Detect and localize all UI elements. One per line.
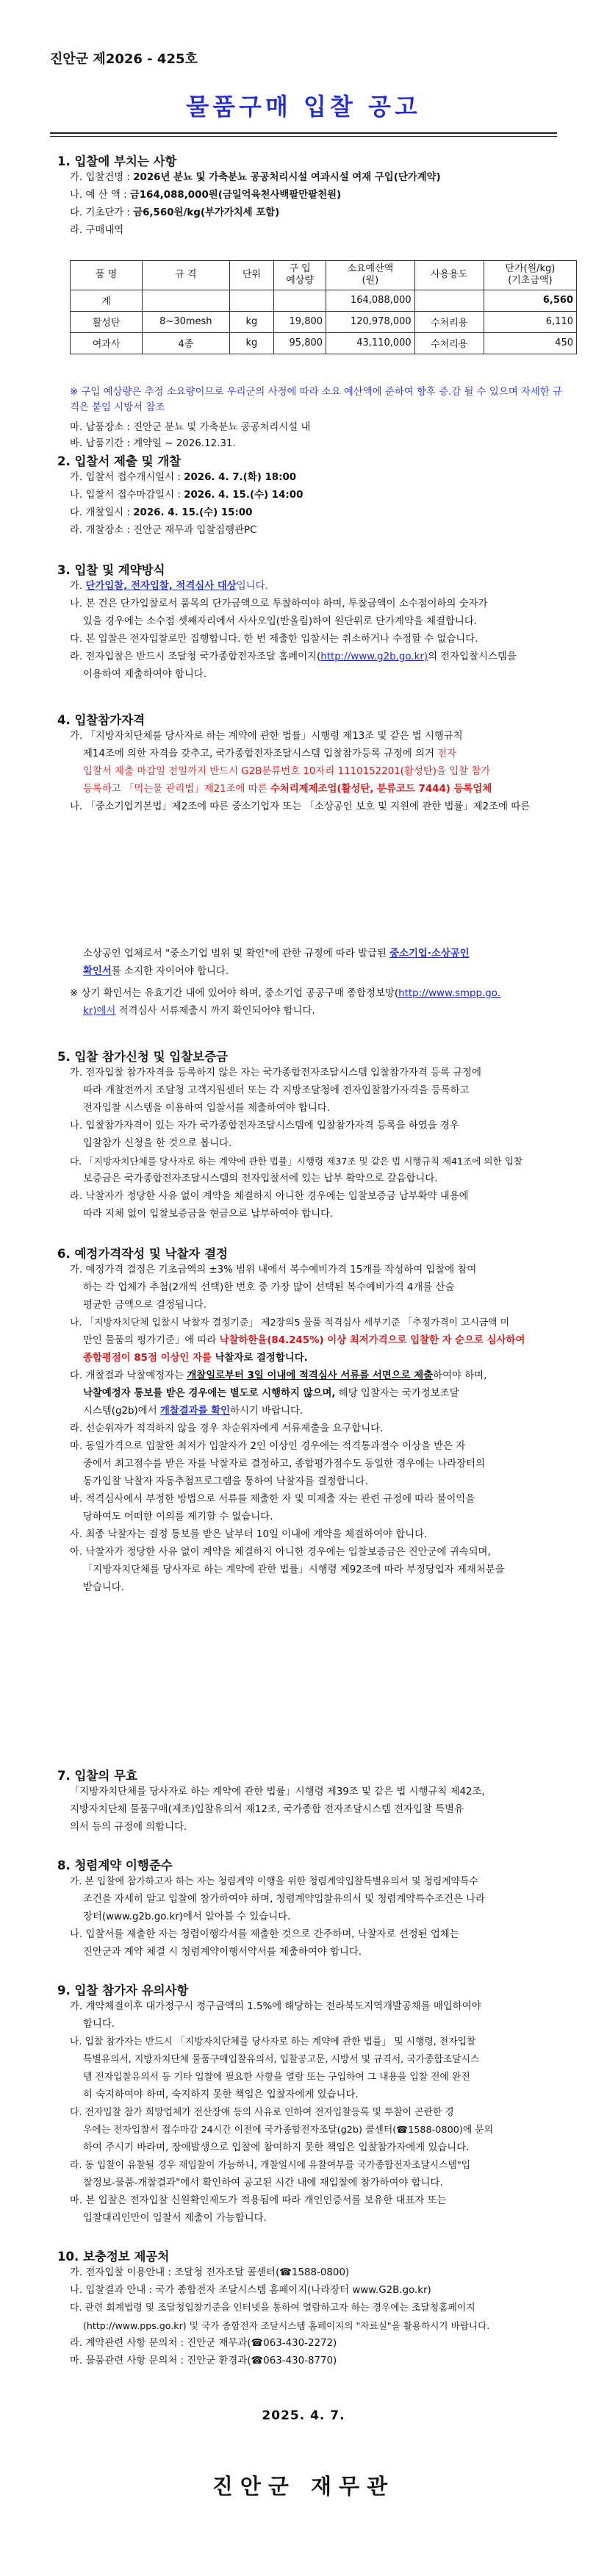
title-divider-thin bbox=[50, 136, 557, 137]
s6-item-c1: 다. 개찰결과 낙찰예정자는 개찰일로부터 3일 이내에 적격심사 서류를 서면으로 제출하여야 하며, bbox=[70, 1370, 487, 1381]
g2b-link[interactable]: http://www.g2b.go.kr) bbox=[320, 651, 428, 662]
table-header-row bbox=[71, 261, 577, 290]
s2-item-b: 나. 입찰서 접수마감일시 : 2026. 4. 15.(수) 14:00 bbox=[70, 490, 304, 501]
page-title: 물품구매 입찰 공고 bbox=[186, 93, 421, 121]
th-spec: 규 격 bbox=[143, 261, 230, 290]
s5-item-c1: 다. 「지방자치단체를 당사자로 하는 계약에 관한 법률」시행령 제37조 및 같은 법 시행규칙 제41조에 의한 입찰 bbox=[70, 1156, 523, 1167]
th-qty: 구 입 예상량 bbox=[274, 261, 326, 290]
s6-item-e2: 중에서 최고점수를 받은 자를 낙찰자로 결정하고, 종합평가점수도 동일한 경우에는 나라장터의 bbox=[83, 1459, 486, 1470]
s10-item-c1: 다. 관련 회계법령 및 조달청입찰기준을 인터넷을 통하여 열람하고자 하는 경우에는 조달청홈페이지 bbox=[70, 2303, 475, 2314]
s1-item-a: 가. 입찰건명 : 2026년 분뇨 및 가축분뇨 공공처리시설 여과시설 여재 구입(단가계약) bbox=[70, 172, 441, 183]
s4-item-b3: 확인서를 소지한 자이어야 합니다. bbox=[83, 966, 229, 977]
s8-item-a3: 장터(www.g2b.go.kr)에서 알아볼 수 있습니다. bbox=[83, 1911, 291, 1922]
section-5-title: 5. 입찰 참가신청 및 입찰보증금 bbox=[57, 1050, 228, 1064]
s6-item-e3: 동가입찰 낙찰자 자동추첨프로그램을 통하여 낙찰자를 결정합니다. bbox=[83, 1476, 368, 1487]
s8-item-a2: 조건을 자세히 알고 입찰에 참가하여야 하며, 청렴계약입찰유의서 및 청렴계약특수조건은 나라 bbox=[83, 1894, 486, 1905]
th-unit: 단위 bbox=[229, 261, 274, 290]
th-budget: 소요예산액 (원) bbox=[326, 261, 415, 290]
s6-item-g: 사. 최종 낙찰자는 결정 통보를 받은 날부터 10일 이내에 계약을 체결하여야 합니다. bbox=[70, 1529, 428, 1540]
table-total-row bbox=[71, 290, 577, 311]
s6-item-d: 라. 선순위자가 적격하지 않을 경우 차순위자에게 서류제출을 요구합니다. bbox=[70, 1423, 384, 1434]
s9-item-b3: 템 전자입찰유의서 등 기타 입찰에 필요한 사항을 열람 또는 구입하여 그 내용을 입찰 전에 완전 bbox=[83, 2072, 470, 2083]
s9-item-e2: 입찰대리인만이 입찰서 제출이 가능합니다. bbox=[83, 2213, 267, 2224]
s6-item-a3: 평균한 금액으로 결정됩니다. bbox=[83, 1300, 206, 1311]
section-6-title: 6. 예정가격작성 및 낙찰자 결정 bbox=[57, 1247, 228, 1261]
s4-item-a4: 등록하고 「먹는물 관리법」제21조에 따른 수처리제제조업(활성탄, 분류코드 7444) 등록업체 bbox=[83, 784, 492, 795]
s6-item-h3: 받습니다. bbox=[83, 1582, 124, 1593]
s6-item-h1: 아. 낙찰자가 정당한 사유 없이 계약을 체결하지 아니한 경우에는 입찰보증금은 진안군에 귀속되며, bbox=[70, 1547, 491, 1558]
total-unit-price: 6,560 bbox=[484, 290, 576, 311]
s9-item-d1: 라. 동 입찰이 유찰될 경우 재입찰이 가능하니, 개찰일시에 유찰여부를 국가종합전자조달시스템"입 bbox=[70, 2160, 471, 2171]
s4-item-a3: 입찰서 제출 마감일 전일까지 반드시 G2B분류번호 10자리 1110152201(활성탄)을 입찰 참가 bbox=[83, 766, 491, 777]
section-2-title: 2. 입찰서 제출 및 개찰 bbox=[57, 454, 182, 468]
s1-note: ※ 구입 예상량은 추정 소요량이므로 우리군의 사정에 따라 소요 예산액에 준하여 향후 증.감 될 수 있으며 자세한 규격은 붙임 시방서 참조 bbox=[70, 387, 562, 413]
s6-item-c3: 시스템(g2b)에서 개찰결과를 확인하시기 바랍니다. bbox=[83, 1406, 304, 1417]
s6-item-h2: 「지방자치단체를 당사자로 하는 계약에 관한 법률」시행령 제92조에 따라 부정당업자 제재처분을 bbox=[83, 1564, 505, 1575]
s10-item-a: 가. 전자입찰 이용안내 : 조달청 전자조달 콜센터(☎1588-0800) bbox=[70, 2267, 350, 2278]
s5-item-d1: 라. 낙찰자가 정당한 사유 없이 계약을 체결하지 아니한 경우에는 입찰보증금 납부확약 내용에 bbox=[70, 1191, 469, 1202]
total-label: 계 bbox=[71, 290, 143, 311]
s10-item-e: 마. 물품관련 사항 문의처 : 진안군 환경과(☎063-430-8770) bbox=[70, 2355, 337, 2366]
s6-item-e1: 마. 동일가격으로 입찰한 최저가 입찰자가 2인 이상인 경우에는 적격통과점수 이상을 받은 자 bbox=[70, 1441, 466, 1452]
notice-date: 2025. 4. 7. bbox=[262, 2408, 345, 2423]
s9-item-b2: 특별유의서, 지방자치단체 물품구매입찰유의서, 입찰공고문, 시방서 및 규격서, 국가종합조달시스 bbox=[83, 2054, 480, 2065]
s9-item-d2: 찰정보-물품-개찰결과"에서 확인하여 공고된 시간 내에 재입찰에 참가하여야 합니다. bbox=[83, 2178, 443, 2189]
s6-item-b1: 나. 「지방자치단체 입찰시 낙찰자 결정기준」 제2장의5 물품 적격심사 세부기준 「추정가격이 고시금액 미 bbox=[70, 1317, 509, 1328]
s3-item-d2: 이용하여 제출하여야 합니다. bbox=[83, 669, 206, 680]
s2-item-a: 가. 입찰서 접수개시일시 : 2026. 4. 7.(화) 18:00 bbox=[70, 472, 297, 483]
s6-item-b3: 종합평점이 85점 이상인 자를 낙찰자로 결정합니다. bbox=[83, 1353, 308, 1364]
th-price: 단가(원/kg) (기초금액) bbox=[484, 261, 576, 290]
signer: 진안군 재무관 bbox=[212, 2474, 395, 2499]
s8-item-a1: 가. 본 입찰에 참가하고자 하는 자는 청렴계약 이행을 위한 청렴계약입찰특별유의서 및 청렴계약특수 bbox=[70, 1876, 478, 1887]
s10-item-d: 라. 계약관련 사항 문의처 : 진안군 재무과(☎063-430-2272) bbox=[70, 2338, 337, 2349]
s5-item-a3: 전자입찰 시스템을 이용하여 입찰서를 제출하여야 합니다. bbox=[83, 1103, 330, 1114]
s8-item-b2: 진안군과 계약 체결 시 청렴계약이행서약서를 제출하여야 합니다. bbox=[83, 1947, 362, 1958]
s9-item-c3: 하여 주시기 바라며, 장애발생으로 입찰에 참여하지 못한 책임은 입찰참가자에게 있습니다. bbox=[83, 2142, 470, 2153]
total-budget: 164,088,000 bbox=[326, 290, 415, 311]
s6-item-b2: 만인 물품의 평가기준」에 따라 낙찰하한율(84.245%) 이상 최저가격으로 입찰한 자 순으로 심사하여 bbox=[83, 1335, 525, 1346]
s9-item-a1: 가. 계약체결이후 대가정구시 정구금액의 1.5%에 해당하는 전라북도지역개발공채를 매입하여야 bbox=[70, 2001, 481, 2012]
s1-item-f: 바. 납품기간 : 계약일 ~ 2026.12.31. bbox=[70, 438, 236, 449]
notice-number: 진안군 제2026 - 425호 bbox=[50, 51, 198, 67]
s3-item-b2: 있을 경우에는 소수점 셋째자리에서 사사오입(반올림)하여 원단위로 단가계약을 체결합니다. bbox=[83, 616, 478, 627]
smpp-link[interactable]: http://www.smpp.go. bbox=[398, 988, 500, 999]
s6-item-f1: 바. 적격심사에서 부정한 방법으로 서류를 제출한 자 및 미제출 자는 관련 규정에 따라 불이익을 bbox=[70, 1494, 475, 1505]
s1-item-d: 라. 구매내역 bbox=[70, 225, 124, 236]
s3-item-d1: 라. 전자입찰은 반드시 조달청 국가종합전자조달 홈페이지(http://www.g2b.go.kr)의 전자입찰시스템을 bbox=[70, 651, 517, 662]
s7-item-a3: 의서 등의 규정에 의합니다. bbox=[70, 1822, 187, 1833]
s5-item-c2: 보증금은 국가종합전자조달시스템의 전자입찰서에 있는 납부 확약으로 갈음합니다. bbox=[83, 1173, 438, 1184]
title-divider bbox=[50, 132, 557, 134]
table-row: 활성탄 8~30mesh kg 19,800 120,978,000 수처리용 6,110 bbox=[71, 311, 577, 332]
section-7-title: 7. 입찰의 무효 bbox=[57, 1769, 137, 1783]
s3-item-c: 다. 본 입찰은 전자입찰로만 집행합니다. 한 번 제출한 입찰서는 취소하거나 수정할 수 없습니다. bbox=[70, 634, 478, 645]
s5-item-a1: 가. 전자입찰 참가자격을 등록하지 않은 자는 국가종합전자조달시스템 입찰참가자격 등록 규정에 bbox=[70, 1067, 481, 1078]
s9-item-e1: 마. 본 입찰은 전자입찰 신원확인제도가 적용됨에 따라 개인인증서를 보유한 대표자 또는 bbox=[70, 2195, 447, 2206]
section-1-title: 1. 입찰에 부치는 사항 bbox=[57, 154, 177, 168]
s4-note1: ※ 상기 확인서는 유효기간 내에 있어야 하며, 중소기업 공공구매 종합정보망(http://www.smpp.go. bbox=[70, 988, 500, 999]
s10-item-b: 나. 입찰결과 안내 : 국가 종합전자 조달시스템 홈페이지(나라장터 www.G2B.go.kr) bbox=[70, 2285, 431, 2296]
section-3-title: 3. 입찰 및 계약방식 bbox=[57, 563, 165, 577]
section-9-title: 9. 입찰 참가자 유의사항 bbox=[57, 1983, 189, 1997]
s6-item-f2: 당하여도 어떠한 이의를 제기할 수 없습니다. bbox=[83, 1511, 273, 1523]
section-10-title: 10. 보충정보 제공처 bbox=[57, 2250, 170, 2264]
s10-item-c2: (http://www.pps.go.kr) 및 국가 종합전자 조달시스템 홈페이지의 "자료실"을 활용하시기 바랍니다. bbox=[83, 2320, 490, 2331]
s4-note2: kr)에서 적격심사 서류제출시 까지 확인되어야 합니다. bbox=[83, 1006, 315, 1017]
section-4-title: 4. 입찰참가자격 bbox=[57, 713, 146, 727]
s9-item-c1: 다. 전자입찰 참가 희망업체가 전산장애 등의 사유로 인하여 전자입찰등록 및 투찰이 곤란한 경 bbox=[70, 2107, 454, 2118]
s3-item-b1: 나. 본 건은 단가입찰로서 품목의 단가금액으로 투찰하여야 하며, 투찰금액이 소수점이하의 숫자가 bbox=[70, 598, 488, 609]
s9-item-b4: 히 숙지하여야 하며, 숙지하지 못한 책임은 입찰자에게 있습니다. bbox=[83, 2089, 359, 2100]
s4-item-a1: 가. 「지방자치단체를 당사자로 하는 계약에 관한 법률」시행령 제13조 및 같은 법 시행규칙 bbox=[70, 731, 463, 742]
s1-item-b: 나. 예 산 액 : 금164,088,000원(금일억육천사백팔만팔천원) bbox=[70, 190, 342, 201]
s5-item-a2: 따라 개찰전까지 조달청 고객지원센터 또는 각 지방조달청에 전자입찰참가자격을 등록하고 bbox=[83, 1085, 470, 1096]
smpp-link-cont[interactable]: kr)에서 bbox=[83, 1006, 116, 1017]
s2-item-d: 라. 개찰장소 : 진안군 재무과 입찰집행관PC bbox=[70, 525, 257, 536]
th-use: 사용용도 bbox=[414, 261, 484, 290]
s6-item-c2: 낙찰예정자 통보를 받은 경우에는 별도로 시행하지 않으며, 해당 입찰자는 국가정보조달 bbox=[83, 1388, 459, 1399]
s4-item-a2: 제14조에 의한 자격을 갖추고, 국가종합전자조달시스템 입찰참가등록 규정에 의거 전자 bbox=[83, 748, 457, 759]
purchase-items-table bbox=[70, 260, 577, 354]
s3-item-a: 가. 단가입찰, 전자입찰, 적격심사 대상입니다. bbox=[70, 581, 268, 592]
s5-item-d2: 따라 지체 없이 입찰보증금을 현금으로 납부하여야 합니다. bbox=[83, 1209, 334, 1220]
s2-item-c: 다. 개찰일시 : 2026. 4. 15.(수) 15:00 bbox=[70, 507, 253, 518]
s6-item-a1: 가. 예정가격 결정은 기초금액의 ±3% 범위 내에서 복수예비가격 15개를 작성하여 입찰에 참여 bbox=[70, 1264, 477, 1276]
s7-item-a2: 지방자치단체 물품구매(제조)입찰유의서 제12조, 국가종합 전자조달시스템 전자입찰 특별유 bbox=[70, 1804, 464, 1815]
table-row: 여과사 4종 kg 95,800 43,110,000 수처리용 450 bbox=[71, 332, 577, 354]
s1-item-e: 마. 납품장소 : 진안군 분뇨 및 가축분뇨 공공처리시설 내 bbox=[70, 422, 311, 433]
th-name: 품 명 bbox=[71, 261, 143, 290]
s9-item-a2: 합니다. bbox=[83, 2019, 115, 2030]
s8-item-b1: 나. 입찰서를 제출한 자는 청렴이행각서를 제출한 것으로 간주하며, 낙찰자로 선정된 업체는 bbox=[70, 1929, 459, 1940]
s4-item-b2: 소상공인 업체로서 "중소기업 범위 및 확인"에 관한 규정에 따라 발급된 중소기업·소상공인 bbox=[83, 948, 470, 959]
section-8-title: 8. 청렴계약 이행준수 bbox=[57, 1858, 173, 1872]
s1-item-c: 다. 기초단가 : 금6,560원/kg(부가가치세 포함) bbox=[70, 207, 280, 218]
s5-item-b1: 나. 입찰참가자격이 있는 자가 국가종합전자조달시스템에 입찰참가자격 등록을 하였을 경우 bbox=[70, 1120, 459, 1131]
s6-item-a2: 하는 각 업체가 추첨(2개씩 선택)한 번호 중 가장 많이 선택된 복수예비가격 4개를 산술 bbox=[83, 1282, 455, 1293]
s5-item-b2: 입찰참가 신청을 한 것으로 봅니다. bbox=[83, 1138, 232, 1149]
s9-item-c2: 우에는 전자입찰서 접수마감 24시간 이전에 국가종합전자조달(g2b) 콜센터(☎1588-0800)에 문의 bbox=[83, 2125, 494, 2136]
s9-item-b1: 나. 입찰 참가자는 반드시 「지방자치단체를 당사자로 하는 계약에 관한 법률」 및 시행령, 전자입찰 bbox=[70, 2036, 476, 2047]
s4-item-b: 나. 「중소기업기본법」제2조에 따른 중소기업자 또는 「소상공인 보호 및 지원에 관한 법률」제2조에 따른 bbox=[70, 801, 531, 812]
s7-item-a1: 「지방자치단체를 당사자로 하는 계약에 관한 법률」시행령 제39조 및 같은 법 시행규칙 제42조, bbox=[70, 1786, 485, 1797]
